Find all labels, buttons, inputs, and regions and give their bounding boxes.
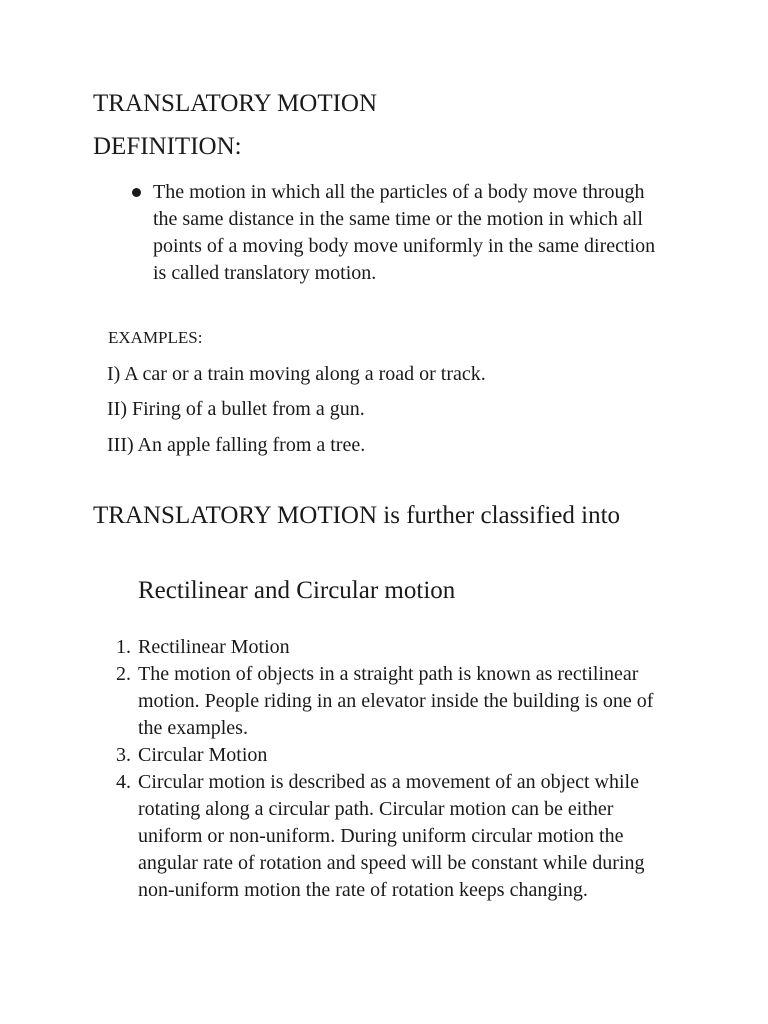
definition-heading: DEFINITION: [93,133,242,160]
list-item-text: Rectilinear Motion [138,636,290,658]
definition-bullet-list [130,179,660,287]
document-title: TRANSLATORY MOTION [93,90,378,117]
list-item [116,634,678,661]
classification-text: TRANSLATORY MOTION is further classified into [93,502,621,529]
example-item: II) Firing of a bullet from a gun. [107,398,365,420]
list-number: 3. [116,744,131,766]
classification-subtitle: Rectilinear and Circular motion [138,577,456,604]
examples-heading: EXAMPLES: [108,328,203,347]
bullet-icon [132,188,141,197]
list-item [116,661,678,742]
list-number: 4. [116,771,131,793]
definition-text: The motion in which all the particles of a body move through the same distance in the same time or the motion in which all points of a moving body move uniformly in the same direction is called translatory motion. [153,181,656,284]
list-item [116,742,678,769]
list-item [116,769,678,904]
example-item: I) A car or a train moving along a road or track. [107,363,486,385]
list-item-text: Circular Motion [138,744,268,766]
list-item-text: Circular motion is described as a movement of an object while rotating along a circular path. Circular motion can be either uniform or non-uniform. During uniform circular motion the angular rate of rotation and speed will be constant while during non-uniform motion the rate of rotation keeps changing. [138,771,645,901]
list-item [130,179,660,287]
list-number: 2. [116,663,131,685]
example-item: III) An apple falling from a tree. [107,434,366,456]
numbered-list [116,634,678,904]
list-number: 1. [116,636,131,658]
list-item-text: The motion of objects in a straight path is known as rectilinear motion. People riding in an elevator inside the building is one of the examples. [138,663,654,739]
